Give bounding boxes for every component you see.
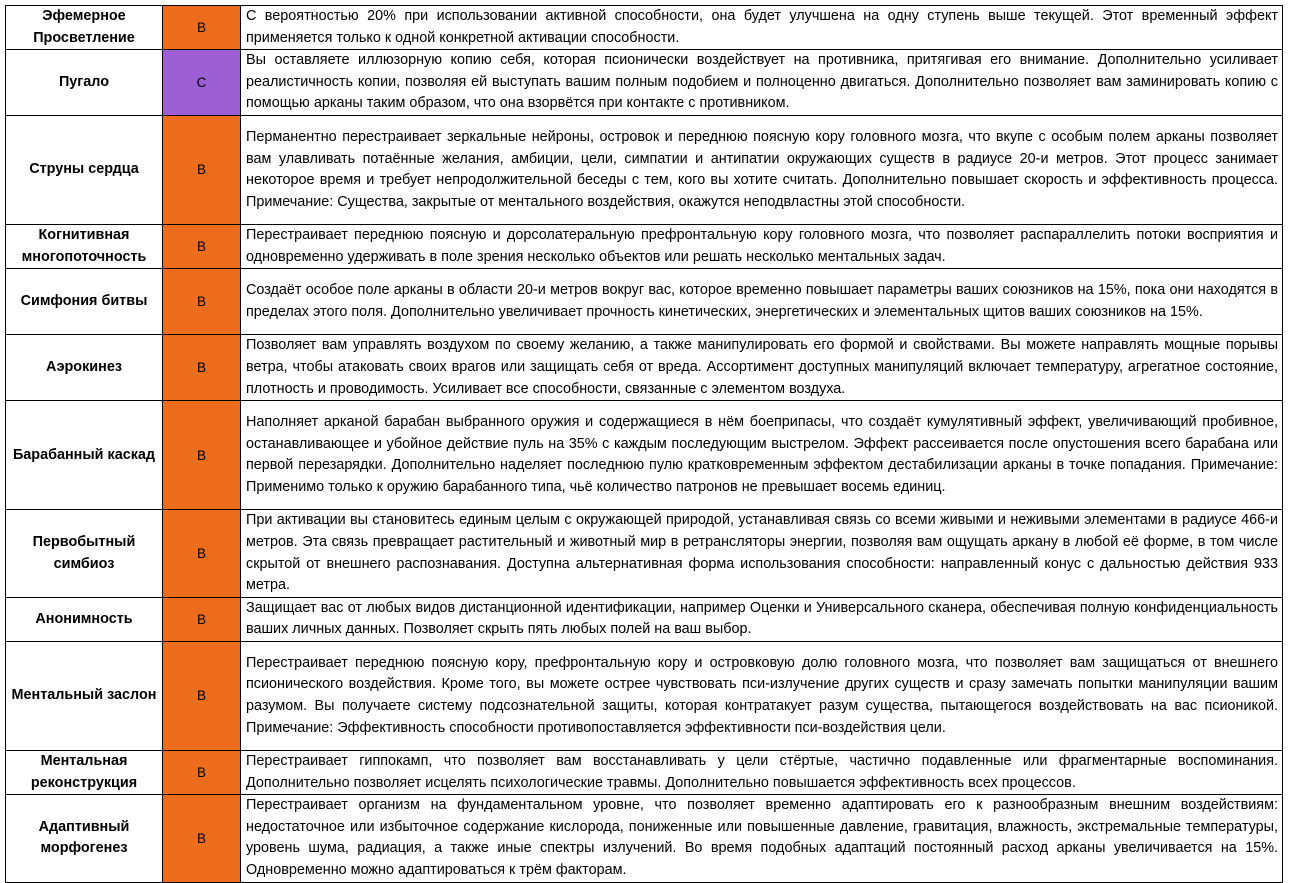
ability-row xyxy=(6,597,1283,641)
ability-description: С вероятностью 20% при использовании активной способности, она будет улучшена на одну ступень выше текущей. Этот временный эффект применяется только к одной конкретной активации способности. xyxy=(241,6,1283,50)
ability-name: Барабанный каскад xyxy=(6,401,163,510)
ability-row xyxy=(6,795,1283,882)
ability-name: Ментальный заслон xyxy=(6,641,163,750)
ability-row xyxy=(6,225,1283,269)
ability-name: Струны сердца xyxy=(6,116,163,225)
ability-rank-badge: B xyxy=(163,795,241,882)
ability-description: Наполняет арканой барабан выбранного оружия и содержащиеся в нём боеприпасы, что создаёт кумулятивный эффект, увеличивающий пробивное, останавливающее и убойное действие пуль на 35% с каждым последующим выстрелом. Эффект рассеивается после опустошения всего барабана или первой перезарядки. Дополнительно наделяет последнюю пулю кратковременным эффектом дестабилизации арканы в точке попадания. Примечание: Применимо только к оружию барабанного типа, чьё количество патронов не превышает восемь единиц. xyxy=(241,401,1283,510)
ability-rank-badge: B xyxy=(163,750,241,794)
ability-row xyxy=(6,750,1283,794)
ability-name: Первобытный симбиоз xyxy=(6,510,163,597)
ability-description: Защищает вас от любых видов дистанционной идентификации, например Оценки и Универсального сканера, обеспечивая полную конфиденциальность ваших личных данных. Позволяет скрыть пять любых полей на ваш выбор. xyxy=(241,597,1283,641)
ability-rank-badge: B xyxy=(163,116,241,225)
ability-row xyxy=(6,401,1283,510)
ability-row xyxy=(6,510,1283,597)
ability-description: Создаёт особое поле арканы в области 20-и метров вокруг вас, которое временно повышает параметры ваших союзников на 15%, пока они находятся в пределах этого поля. Дополнительно увеличивает прочность кинетических, энергетических и элементальных щитов ваших союзников на 15%. xyxy=(241,269,1283,335)
ability-rank-badge: C xyxy=(163,50,241,116)
ability-row xyxy=(6,50,1283,116)
ability-row xyxy=(6,641,1283,750)
ability-rank-badge: B xyxy=(163,6,241,50)
ability-rank-badge: B xyxy=(163,401,241,510)
ability-name: Эфемерное Просветление xyxy=(6,6,163,50)
ability-description: При активации вы становитесь единым целым с окружающей природой, устанавливая связь со всеми живыми и неживыми элементами в радиусе 466-и метров. Эта связь превращает растительный и животный мир в ретрансляторы энергии, позволяя вам ощущать аркану в любой её форме, в том числе скрытой от внешнего распознавания. Доступна альтернативная форма использования способности: направленный конус с дальностью действия 933 метра. xyxy=(241,510,1283,597)
ability-rank-badge: B xyxy=(163,510,241,597)
ability-row xyxy=(6,335,1283,401)
ability-name: Аэрокинез xyxy=(6,335,163,401)
ability-description: Перестраивает организм на фундаментальном уровне, что позволяет временно адаптировать его к разнообразным внешним воздействиям: недостаточное или избыточное содержание кислорода, пониженные или повышенные давление, гравитация, влажность, экстремальные температуры, уровень шума, радиация, а также иные спектры излучений. Во время подобных адаптаций постоянный расход арканы увеличивается на 15%. Одновременно можно адаптироваться к трём факторам. xyxy=(241,795,1283,882)
ability-rank-badge: B xyxy=(163,641,241,750)
ability-description: Позволяет вам управлять воздухом по своему желанию, а также манипулировать его формой и свойствами. Вы можете направлять мощные порывы ветра, чтобы атаковать своих врагов или защищать себя от вреда. Ассортимент доступных манипуляций включает температуру, агрегатное состояние, плотность и проводимость. Усиливает все способности, связанные с элементом воздуха. xyxy=(241,335,1283,401)
ability-rank-badge: B xyxy=(163,335,241,401)
ability-rank-badge: B xyxy=(163,597,241,641)
ability-description: Вы оставляете иллюзорную копию себя, которая псионически воздействует на противника, притягивая его внимание. Дополнительно усиливает реалистичность копии, позволяя ей выступать вашим полным подобием и полноценно двигаться. Дополнительно позволяет вам заминировать копию с помощью арканы таким образом, что она взорвётся при контакте с противником. xyxy=(241,50,1283,116)
abilities-table-body xyxy=(6,6,1283,883)
ability-name: Адаптивный морфогенез xyxy=(6,795,163,882)
ability-description: Перестраивает переднюю поясную кору, префронтальную кору и островковую долю головного мозга, что позволяет вам защищаться от внешнего псионического воздействия. Кроме того, вы можете острее чувствовать пси-излучение других существ и сразу замечать попытки манипуляции вашим разумом. Вы получаете систему подсознательной защиты, которая контратакует разум существа, пытающегося воздействовать на вас псионикой. Примечание: Эффективность способности противопоставляется эффективности пси-воздействия цели. xyxy=(241,641,1283,750)
ability-description: Перманентно перестраивает зеркальные нейроны, островок и переднюю поясную кору головного мозга, что вкупе с особым полем арканы позволяет вам улавливать потаённые желания, амбиции, цели, симпатии и антипатии окружающих существ в радиусе 20-и метров. Этот процесс занимает некоторое время и требует непродолжительной беседы с тем, кого вы хотите считать. Дополнительно повышает скорость и эффективность процесса. Примечание: Существа, закрытые от ментального воздействия, окажутся неподвластны этой способности. xyxy=(241,116,1283,225)
ability-name: Когнитивная многопоточность xyxy=(6,225,163,269)
ability-rank-badge: B xyxy=(163,225,241,269)
ability-description: Перестраивает переднюю поясную и дорсолатеральную префронтальную кору головного мозга, что позволяет распараллелить потоки восприятия и одновременно удерживать в поле зрения несколько объектов или решать несколько ментальных задач. xyxy=(241,225,1283,269)
ability-description: Перестраивает гиппокамп, что позволяет вам восстанавливать у цели стёртые, частично подавленные или фрагментарные воспоминания. Дополнительно позволяет исцелять психологические травмы. Дополнительно повышается эффективность всех процессов. xyxy=(241,750,1283,794)
abilities-table xyxy=(5,5,1283,883)
ability-rank-badge: B xyxy=(163,269,241,335)
ability-row xyxy=(6,269,1283,335)
ability-name: Анонимность xyxy=(6,597,163,641)
ability-row xyxy=(6,6,1283,50)
ability-name: Пугало xyxy=(6,50,163,116)
ability-row xyxy=(6,116,1283,225)
ability-name: Ментальная реконструкция xyxy=(6,750,163,794)
ability-name: Симфония битвы xyxy=(6,269,163,335)
